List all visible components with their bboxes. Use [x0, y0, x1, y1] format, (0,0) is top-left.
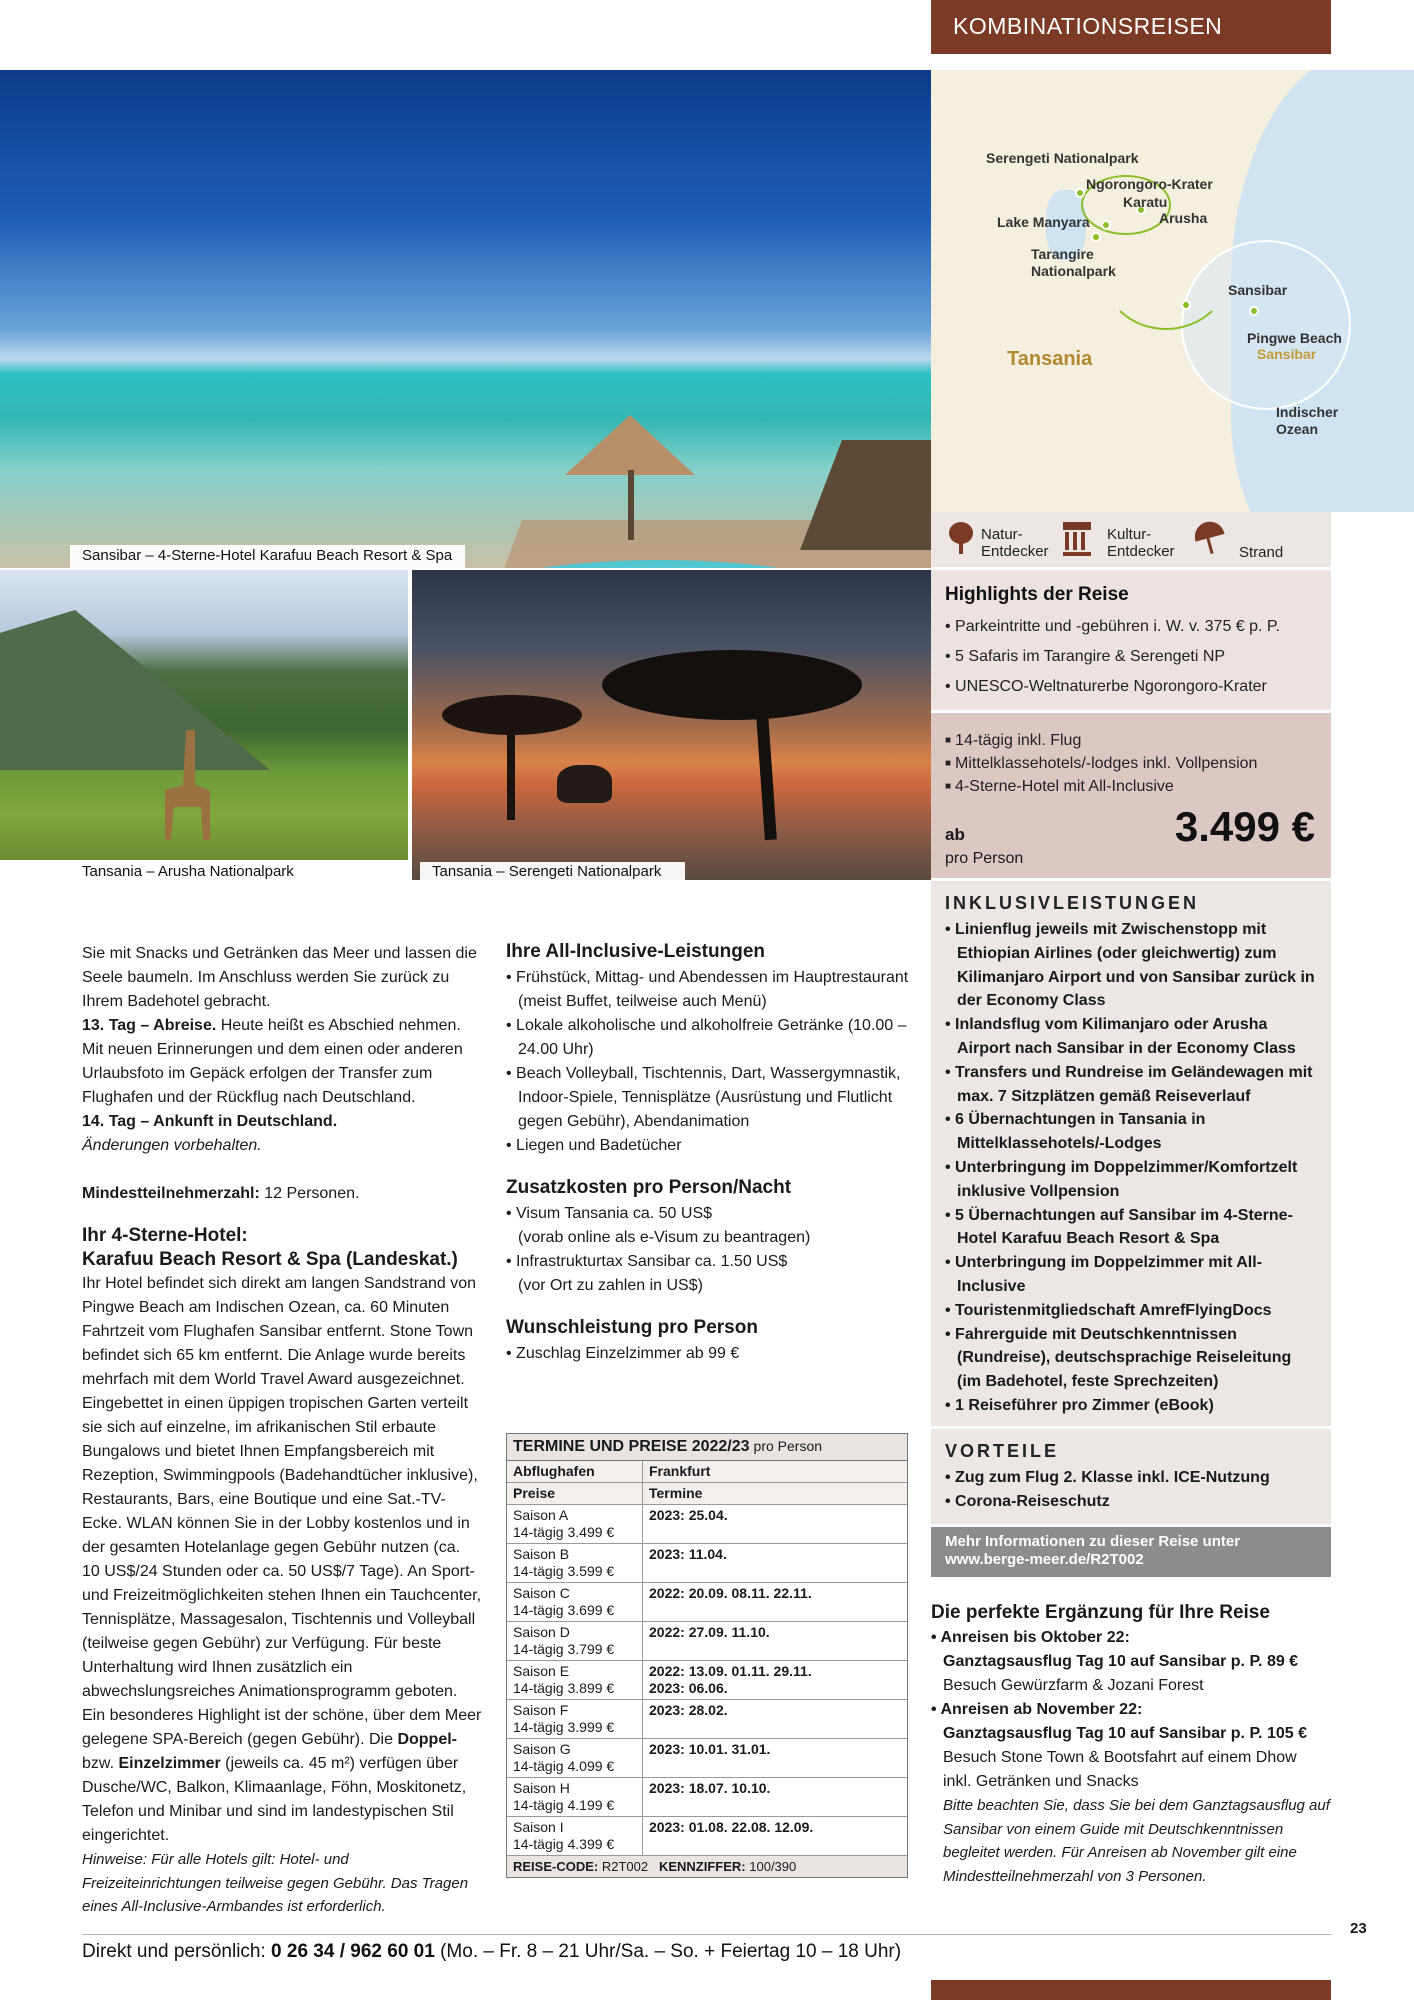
more-info-line1: Mehr Informationen zu dieser Reise unter — [945, 1533, 1241, 1550]
ergaenzung-b1-offer: Ganztagsausflug Tag 10 auf Sansibar p. P. 89 € — [943, 1653, 1299, 1670]
day14-label: 14. Tag – Ankunft in Deutschland. — [82, 1113, 338, 1130]
hotel-description-2: (jeweils ca. 45 m²) verfügen über Dusche/WC, Balkon, Klimaanlage, Föhn, Moskitonetz, Telefon und Minibar und sind im landestypischen Stil eingerichtet. — [82, 1755, 467, 1844]
table-row: Saison F 14-tägig 3.999 € 2023: 28.02. — [507, 1700, 907, 1739]
wunsch-item: • Zuschlag Einzelzimmer ab 99 € — [506, 1345, 740, 1362]
day13-text: Heute heißt es Abschied nehmen. Mit neuen Erinnerungen und dem einen oder anderen Urlaubsfoto im Gepäck erfolgen der Transfer zum Flughafen und der Rückflug nach Deutschland. — [82, 1017, 463, 1106]
hotel-heading-2: Karafuu Beach Resort & Spa (Landeskat.) — [82, 1249, 458, 1270]
price-feature: ■ 14-tägig inkl. Flug — [945, 729, 1317, 752]
price-value: 3.499 € — [1174, 803, 1315, 850]
allinc-item: • Frühstück, Mittag- und Abendessen im Hauptrestaurant (meist Buffet, teilweise auch Menü) — [506, 969, 909, 1010]
price-ab: ab — [945, 825, 965, 844]
section-banner: KOMBINATIONSREISEN — [931, 0, 1331, 54]
allinc-item: • Lokale alkoholische und alkoholfreie Getränke (10.00 – 24.00 Uhr) — [506, 1017, 907, 1058]
price-per-person: pro Person — [945, 850, 1024, 867]
map-label-pingwe: Pingwe Beach — [1247, 330, 1342, 346]
inklusiv-item: • 6 Übernachtungen in Tansania in Mittelklassehotels/-Lodges — [945, 1111, 1206, 1153]
arusha-giraffe-photo — [0, 570, 408, 860]
page-number: 23 — [1350, 1920, 1367, 1937]
table-header: Termine — [643, 1483, 907, 1504]
natur-label-2: Entdecker — [981, 543, 1049, 560]
ergaenzung-note: Bitte beachten Sie, dass Sie bei dem Ganztagsausflug auf Sansibar von einem Guide mit Deutschkenntnissen begleitet werden. Für Anreisen ab November gilt eine Mindestteilnehmerzahl von 3 Personen. — [943, 1797, 1330, 1885]
zusatz-item-note: (vorab online als e-Visum zu beantragen) — [518, 1229, 811, 1246]
highlight-item: • UNESCO-Weltnaturerbe Ngorongoro-Krater — [945, 678, 1267, 695]
kultur-label-2: Entdecker — [1107, 543, 1175, 560]
serengeti-sunset-photo — [412, 570, 931, 880]
more-info-link[interactable]: www.berge-meer.de/R2T002 — [945, 1551, 1144, 1568]
inklusiv-item: • Unterbringung im Doppelzimmer/Komfortzelt inklusive Vollpension — [945, 1158, 1298, 1200]
ergaenzung-b1: • Anreisen bis Oktober 22: — [931, 1629, 1130, 1646]
strand-label: Strand — [1239, 544, 1284, 561]
table-row: Saison H 14-tägig 4.199 € 2023: 18.07. 10.10. — [507, 1778, 907, 1817]
min-participants-label: Mindestteilnehmerzahl: — [82, 1185, 260, 1202]
hotel-heading-1: Ihr 4-Sterne-Hotel: — [82, 1225, 248, 1246]
inklusiv-item: • Linienflug jeweils mit Zwischenstopp mit Ethiopian Airlines (oder gleichwertig) zum Kilimanjaro Airport und von Sansibar zurück in der Economy Class — [945, 921, 1315, 1010]
travel-type-icons — [931, 512, 1331, 567]
day13-label: 13. Tag – Abreise. — [82, 1017, 217, 1034]
highlights-title: Highlights der Reise — [945, 584, 1129, 605]
bottom-accent-bar — [931, 1980, 1331, 2000]
inklusiv-item: • Unterbringung im Doppelzimmer mit All-Inclusive — [945, 1254, 1263, 1295]
wunsch-title: Wunschleistung pro Person — [506, 1317, 758, 1338]
zusatz-item: • Infrastrukturtax Sansibar ca. 1.50 US$ — [506, 1253, 788, 1270]
map-label-tarangire: Tarangire — [1031, 246, 1094, 262]
table-header: Frankfurt — [643, 1461, 907, 1482]
highlights-panel — [931, 570, 1331, 710]
services-column — [506, 940, 916, 1366]
natur-label-1: Natur- — [981, 526, 1023, 543]
vorteile-title: VORTEILE — [945, 1441, 1060, 1461]
hotel-single: Einzelzimmer — [118, 1755, 221, 1772]
changes-note: Änderungen vorbehalten. — [82, 1137, 262, 1154]
table-header: Abflughafen — [507, 1461, 643, 1482]
table-footer: REISE-CODE: R2T002 KENNZIFFER: 100/390 — [507, 1856, 907, 1877]
zusatz-title: Zusatzkosten pro Person/Nacht — [506, 1177, 792, 1198]
table-row: Saison D 14-tägig 3.799 € 2022: 27.09. 11.10. — [507, 1622, 907, 1661]
hotel-description: Ihr Hotel befindet sich direkt am langen Sandstrand von Pingwe Beach am Indischen Ozean, ca. 60 Minuten Fahrtzeit vom Flughafen Sansibar entfernt. Stone Town befindet sich 65 km entfernt. Die Anlage wurde bereits mehrfach mit dem World Travel Award ausgezeichnet. Eingebettet in einen üppigen tropischen Garten verteilt sie sich auf einzelne, im afrikanischen Stil erbaute Bungalows und bietet Ihnen Empfangsbereich mit Rezeption, Swimmingpools (Badehandtücher inklusive), Restaurants, Bars, eine Boutique und eine Sat.-TV-Ecke. WLAN können Sie in der Lobby kostenlos und in der gesamten Hotelanlage gegen Gebühr nutzen (ca. 10 US$/24 Stunden oder ca. 50 US$/7 Tage). An Sport- und Freizeitmöglichkeiten stehen Ihnen ein Tauchcenter, Tennisplätze, Massagesalon, Tischtennis und Volleyball (teilweise gegen Gebühr) zur Verfügung. Für beste Unterhaltung wird Ihnen zusätzlich ein abwechslungsreiches Animationsprogramm geboten. Ein besonderes Highlight ist der schöne, über dem Meer gelegene SPA-Bereich (gegen Gebühr). Die — [82, 1275, 482, 1748]
allinc-title: Ihre All-Inclusive-Leistungen — [506, 941, 766, 962]
inklusiv-title: INKLUSIVLEISTUNGEN — [945, 893, 1200, 913]
price-feature: ■ Mittelklassehotels/-lodges inkl. Vollpension — [945, 752, 1317, 775]
ergaenzung-b2: • Anreisen ab November 22: — [931, 1701, 1143, 1718]
inklusiv-panel — [931, 881, 1331, 1426]
photo-caption-serengeti: Tansania – Serengeti Nationalpark — [420, 862, 685, 883]
map-label-tansania: Tansania — [1007, 348, 1093, 370]
itinerary-column — [82, 942, 482, 1919]
contact-phone[interactable]: 0 26 34 / 962 60 01 — [271, 1941, 435, 1962]
map-label-karatu: Karatu — [1123, 194, 1168, 210]
ergaenzung-b1-text: Besuch Gewürzfarm & Jozani Forest — [943, 1677, 1204, 1694]
table-row: Saison E 14-tägig 3.899 € 2022: 13.09. 01.11. 29.11. 2023: 06.06. — [507, 1661, 907, 1700]
ergaenzung-b2-offer: Ganztagsausflug Tag 10 auf Sansibar p. P. 105 € — [943, 1725, 1307, 1742]
route-map — [931, 70, 1414, 512]
kultur-label-1: Kultur- — [1107, 526, 1152, 543]
reise-code: R2T002 — [601, 1859, 649, 1874]
zusatz-item: • Visum Tansania ca. 50 US$ — [506, 1205, 713, 1222]
dates-prices-table — [506, 1433, 908, 1878]
inklusiv-item: • Touristenmitgliedschaft AmrefFlyingDocs — [945, 1301, 1272, 1319]
photo-caption-main: Sansibar – 4-Sterne-Hotel Karafuu Beach Resort & Spa — [70, 545, 465, 568]
map-label-arusha: Arusha — [1159, 210, 1208, 226]
ergaenzung-b2-text-1: Besuch Stone Town & Bootsfahrt auf einem Dhow — [943, 1749, 1297, 1766]
inklusiv-item: • Fahrerguide mit Deutschkenntnissen (Rundreise), deutschsprachige Reiseleitung (im Badehotel, feste Sprechzeiten) — [945, 1325, 1292, 1391]
beach-umbrella-icon — [1193, 522, 1221, 554]
hotel-beach-photo — [0, 70, 931, 568]
allinc-item: • Beach Volleyball, Tischtennis, Dart, Wassergymnastik, Indoor-Spiele, Tennisplätze (Ausrüstung und Flutlicht gegen Gebühr), Abendanimation — [506, 1065, 901, 1130]
map-label-manyara: Lake Manyara — [997, 214, 1090, 230]
vorteil-item: • Corona-Reiseschutz — [945, 1492, 1110, 1510]
vorteile-panel — [931, 1429, 1331, 1524]
table-title-suffix: pro Person — [753, 1438, 823, 1454]
table-title: TERMINE UND PREISE 2022/23 — [513, 1438, 750, 1455]
more-info-box[interactable] — [931, 1527, 1331, 1577]
inklusiv-item: • 5 Übernachtungen auf Sansibar im 4-Sterne-Hotel Karafuu Beach Resort & Spa — [945, 1206, 1293, 1248]
table-row: Saison C 14-tägig 3.699 € 2022: 20.09. 08.11. 22.11. — [507, 1583, 907, 1622]
allinc-item: • Liegen und Badetücher — [506, 1137, 682, 1154]
footer-divider — [82, 1934, 1332, 1935]
table-header: Preise — [507, 1483, 643, 1504]
ergaenzung-title: Die perfekte Ergänzung für Ihre Reise — [931, 1602, 1270, 1623]
vorteil-item: • Zug zum Flug 2. Klasse inkl. ICE-Nutzung — [945, 1469, 1270, 1486]
inklusiv-item: • Transfers und Rundreise im Geländewagen mit max. 7 Sitzplätzen gemäß Reiseverlauf — [945, 1063, 1313, 1105]
map-label-ozean-2: Ozean — [1276, 421, 1319, 437]
kennziffer: 100/390 — [749, 1859, 797, 1874]
inklusiv-item: • Inlandsflug vom Kilimanjaro oder Arusha Airport nach Sansibar in der Economy Class — [945, 1016, 1296, 1057]
table-row: Saison A 14-tägig 3.499 € 2023: 25.04. — [507, 1505, 907, 1544]
itinerary-intro: Sie mit Snacks und Getränken das Meer und lassen die Seele baumeln. Im Anschluss werden Sie zurück zu Ihrem Badehotel gebracht. — [82, 945, 477, 1010]
table-row: Saison I 14-tägig 4.399 € 2023: 01.08. 22.08. 12.09. — [507, 1817, 907, 1856]
min-participants-value: 12 Personen. — [259, 1185, 360, 1202]
hotel-mid: bzw. — [82, 1755, 119, 1772]
ergaenzung-section — [931, 1602, 1341, 1888]
highlight-item: • 5 Safaris im Tarangire & Serengeti NP — [945, 648, 1226, 665]
hotel-double: Doppel- — [397, 1731, 457, 1748]
map-label-ozean-1: Indischer — [1276, 404, 1339, 420]
map-label-serengeti: Serengeti Nationalpark — [986, 150, 1139, 166]
ergaenzung-b2-text-2: inkl. Getränken und Snacks — [943, 1773, 1139, 1790]
inklusiv-item: • 1 Reiseführer pro Zimmer (eBook) — [945, 1396, 1214, 1414]
table-row: Saison B 14-tägig 3.599 € 2023: 11.04. — [507, 1544, 907, 1583]
hotel-hinweis: Hinweise: Für alle Hotels gilt: Hotel- und Freizeiteinrichtungen teilweise gegen Gebühr. Das Tragen eines All-Inclusive-Armbandes ist erforderlich. — [82, 1851, 469, 1915]
map-label-sansibar: Sansibar — [1228, 282, 1288, 298]
photo-caption-arusha: Tansania – Arusha Nationalpark — [70, 862, 320, 883]
map-label-ngorongoro: Ngorongoro-Krater — [1086, 176, 1213, 192]
price-feature: ■ 4-Sterne-Hotel mit All-Inclusive — [945, 775, 1317, 798]
map-label-tarangire-np: Nationalpark — [1031, 263, 1116, 279]
map-label-sansibar-island: Sansibar — [1257, 346, 1317, 362]
highlight-item: • Parkeintritte und -gebühren i. W. v. 375 € p. P. — [945, 618, 1280, 635]
contact-footer: Direkt und persönlich: 0 26 34 / 962 60 01 (Mo. – Fr. 8 – 21 Uhr/Sa. – So. + Feiertag 10 – 18 Uhr) — [82, 1941, 902, 1962]
price-panel — [931, 713, 1331, 878]
zusatz-item-note: (vor Ort zu zahlen in US$) — [518, 1277, 703, 1294]
temple-icon — [1063, 522, 1091, 554]
table-row: Saison G 14-tägig 4.099 € 2023: 10.01. 31.01. — [507, 1739, 907, 1778]
tree-icon — [947, 522, 975, 554]
